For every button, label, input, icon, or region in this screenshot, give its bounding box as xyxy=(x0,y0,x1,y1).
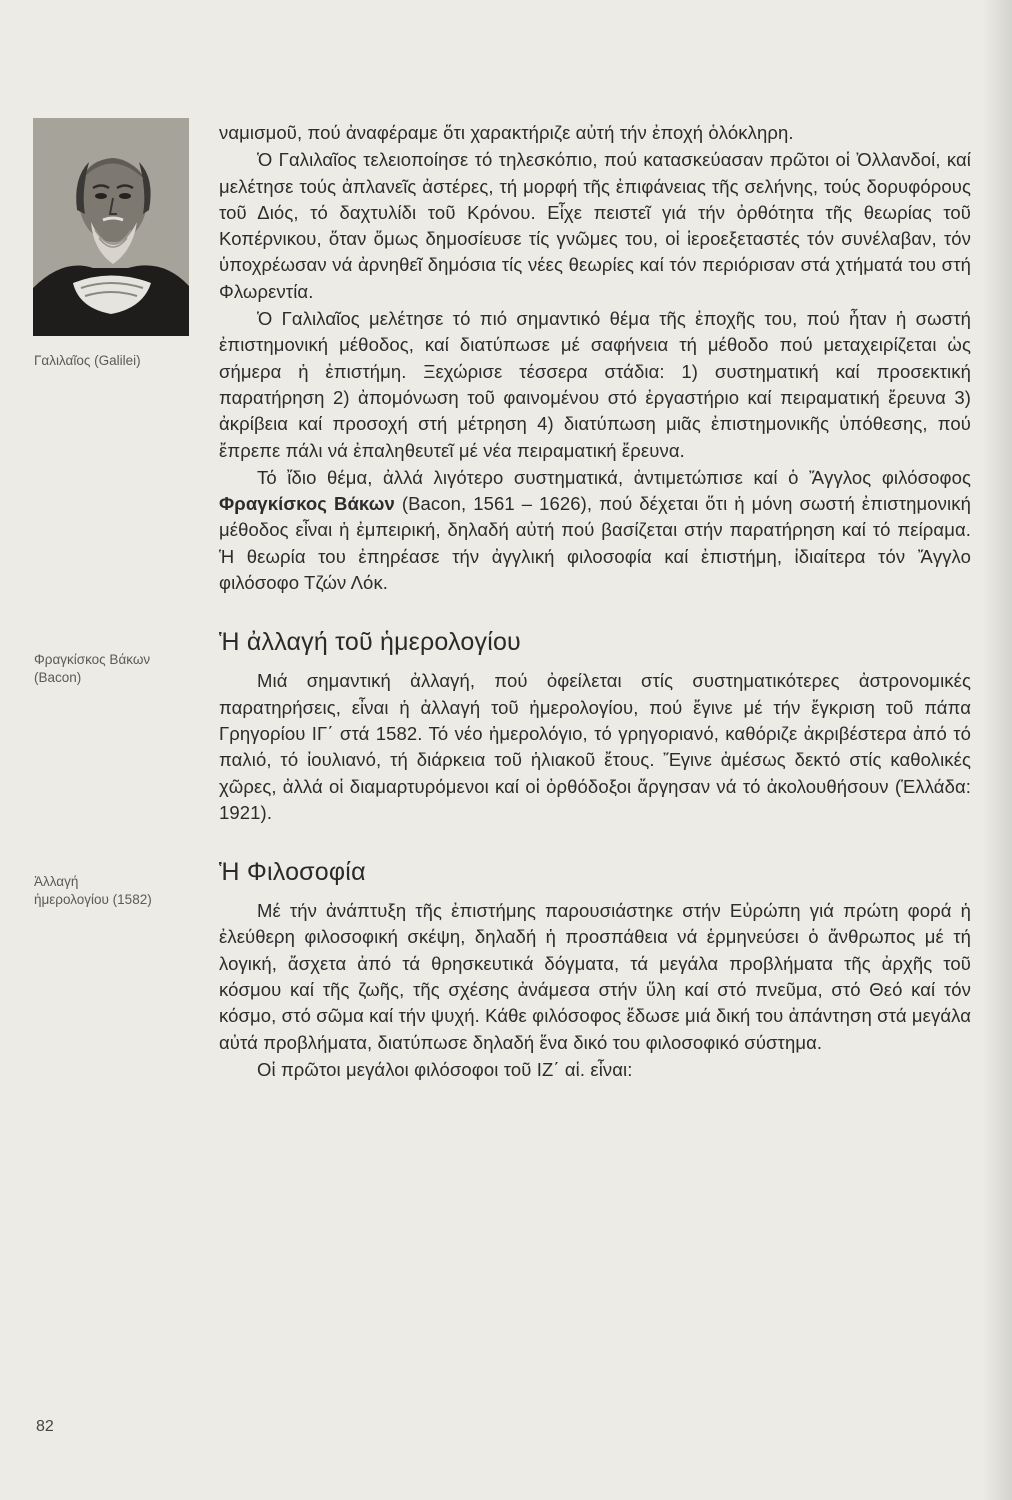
paragraph-scientific-method: Ὁ Γαλιλαῖος μελέτησε τό πιό σημαντικό θέμα τῆς ἐποχῆς του, πού ἦταν ἡ σωστή ἐπιστημονική μέθοδος, καί διατύπωσε μέ σαφήνεια τή μέθοδο πού μεταχειρίζεται ὡς σήμερα ἡ ἐπιστήμη. Ξεχώρισε τέσσερα στάδια: 1) συστηματική καί προσεκτική παρατήρηση 2) ἀπομόνωση τοῦ φαινομένου στό ἐργαστήριο καί πειραματική ἔρευνα 3) ἀκρίβεια καί προσοχή στή μέτρηση 4) διατύπωση μιᾶς ἐπιστημονικῆς ὑπόθεσης, πού ἔπρεπε πάλι νά ἐπαληθευτεῖ μέ νέα πειραματική ἔρευνα. xyxy=(219,308,971,461)
caption-calendar-line2: ἡμερολογίου (1582) xyxy=(34,892,152,907)
caption-calendar xyxy=(34,873,209,909)
caption-bacon-line2: (Bacon) xyxy=(34,670,82,685)
paragraph-calendar: Μιά σημαντική ἀλλαγή, πού ὀφείλεται στίς συστηματικότερες ἀστρονομικές παρατηρήσεις, εἶναι ἡ ἀλλαγή τοῦ ἡμερολογίου, πού ἔγινε μέ τήν ἔγκριση τοῦ πάπα Γρηγορίου ΙΓ΄ στά 1582. Τό νέο ἡμερολόγιο, τό γρηγοριανό, καθόριζε ἀκριβέστερα ἀπό τό παλιό, τό ἰουλιανό, τή διάρκεια τοῦ ἡλιακοῦ ἔτους. Ἔγινε ἀμέσως δεκτό στίς καθολικές χῶρες, ἀλλά οἱ διαμαρτυρόμενοι καί οἱ ὀρθόδοξοι ἄργησαν νά τό ἀκολουθήσουν (Ἑλλάδα: 1921). xyxy=(219,670,971,823)
paragraph-bacon-text-b: (Bacon, 1561 – 1626), πού δέχεται ὅτι ἡ μόνη σωστή ἐπιστημονική μέθοδος εἶναι ἡ ἐμπειρική, δηλαδή αὐτή πού βασίζεται στήν παρατήρηση καί τό πείραμα. Ἡ θεωρία του ἐπηρέασε τήν ἀγγλική φιλοσοφία καί ἐπιστήμη, ἰδιαίτερα τόν Ἄγγλο φιλόσοφο Τζών Λόκ. xyxy=(219,493,971,594)
bacon-name-bold: Φραγκίσκος Βάκων xyxy=(219,493,395,515)
paragraph-first-philosophers: Οἱ πρῶτοι μεγάλοι φιλόσοφοι τοῦ ΙΖ΄ αἱ. εἶναι: xyxy=(257,1058,633,1080)
caption-calendar-line1: Ἀλλαγή xyxy=(34,874,79,889)
caption-galileo: Γαλιλαῖος (Galilei) xyxy=(34,353,141,368)
main-text-column xyxy=(219,120,971,1083)
caption-bacon-line1: Φραγκίσκος Βάκων xyxy=(34,652,151,667)
paragraph-continuation: ναμισμοῦ, πού ἀναφέραμε ὅτι χαρακτήριζε αὐτή τήν ἐποχή ὁλόκληρη. xyxy=(219,122,794,143)
page-number: 82 xyxy=(36,1418,54,1435)
portrait-engraving xyxy=(33,118,189,336)
caption-bacon xyxy=(34,651,209,687)
paragraph-bacon-text-a: Τό ἴδιο θέμα, ἀλλά λιγότερο συστηματικά, ἀντιμετώπισε καί ὁ Ἄγγλος φιλόσοφος xyxy=(257,466,971,488)
page-edge-shadow xyxy=(982,0,1012,1500)
heading-calendar-change: Ἡ ἀλλαγή τοῦ ἡμερολογίου xyxy=(219,628,521,657)
paragraph-galileo-telescope: Ὁ Γαλιλαῖος τελειοποίησε τό τηλεσκόπιο, πού κατασκεύασαν πρῶτοι οἱ Ὀλλανδοί, καί μελέτησε τούς ἀπλανεῖς ἀστέρες, τή μορφή τῆς ἐπιφάνειας τῆς σελήνης, τούς δορυφόρους τοῦ Διός, τό δαχτυλίδι τοῦ Κρόνου. Εἶχε πειστεῖ γιά τήν ὀρθότητα τῆς θεωρίας τοῦ Κοπέρνικου, ὅταν ὅμως δημοσίευσε τίς γνῶμες του, οἱ ἱεροεξεταστές τόν συνέλαβαν, τόν ὑποχρέωσαν νά ἀρνηθεῖ δημόσια τίς νέες θεωρίες καί τόν περιόρισαν στά χτήματά του στή Φλωρεντία. xyxy=(219,149,971,302)
heading-philosophy: Ἡ Φιλοσοφία xyxy=(219,858,366,887)
paragraph-bacon xyxy=(219,465,971,596)
galileo-portrait xyxy=(33,118,189,336)
paragraph-philosophy: Μέ τήν ἀνάπτυξη τῆς ἐπιστήμης παρουσιάστηκε στήν Εὐρώπη γιά πρώτη φορά ἡ ἐλεύθερη φιλοσοφική σκέψη, δηλαδή ἡ προσπάθεια νά ἑρμηνεύσει ὁ ἄνθρωπος μέ τή λογική, ἄσχετα ἀπό τά θρησκευτικά δόγματα, τά μεγάλα προβλήματα τῆς ἀρχῆς τοῦ κόσμου καί τῆς ζωῆς, τῆς σχέσης ἀνάμεσα στήν ὕλη καί στό πνεῦμα, στό Θεό καί τόν κόσμο, στό σῶμα καί τήν ψυχή. Κάθε φιλόσοφος ἔδωσε μιά δική του ἀπάντηση στά μεγάλα αὐτά προβλήματα, διατύπωσε δηλαδή ἕνα δικό του φιλοσοφικό σύστημα. xyxy=(219,900,971,1053)
